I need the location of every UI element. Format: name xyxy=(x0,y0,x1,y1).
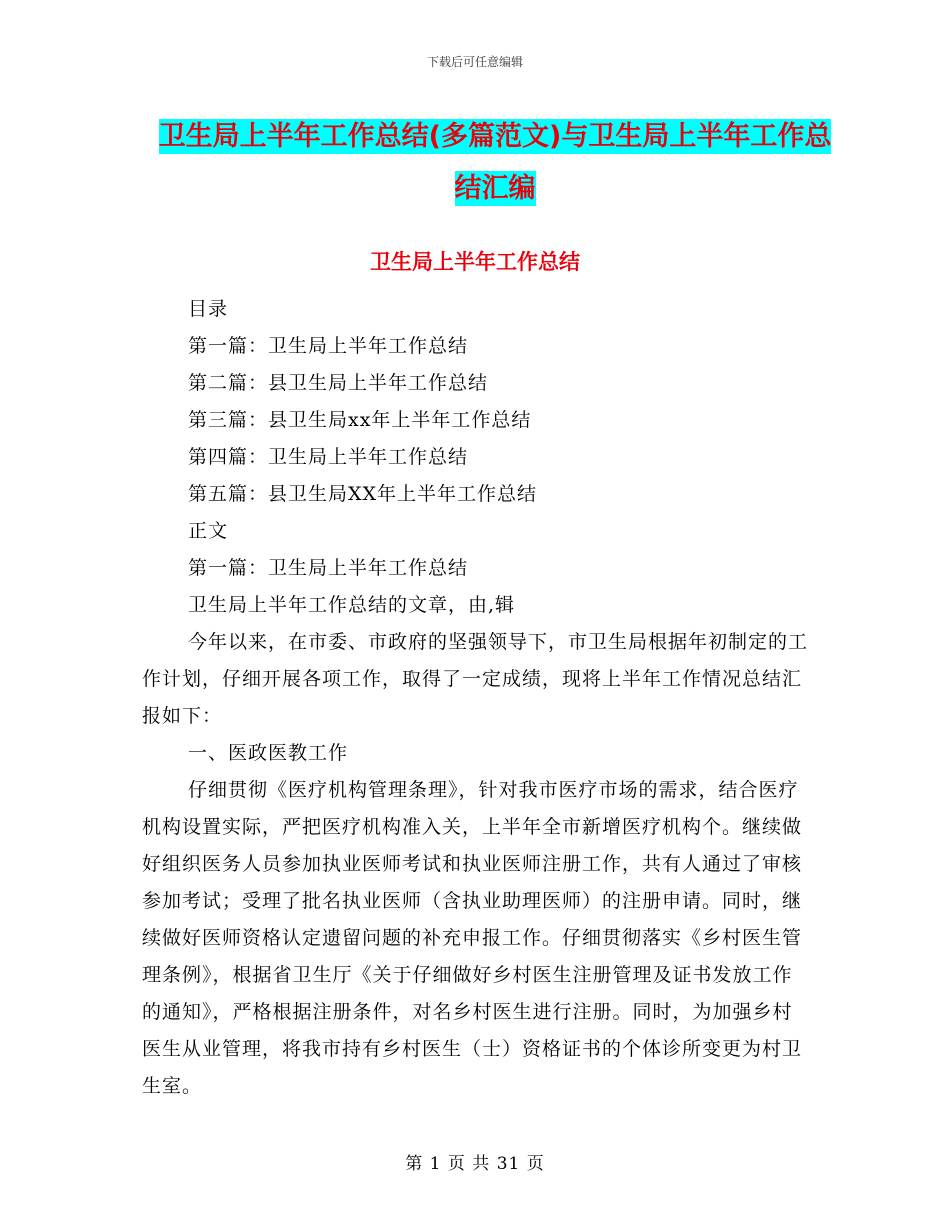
toc-item: 第三篇：县卫生局xx年上半年工作总结 xyxy=(188,409,532,431)
intro-line: 卫生局上半年工作总结的文章，由,辑 xyxy=(188,594,516,616)
document-main-title xyxy=(150,111,840,215)
document-body xyxy=(142,291,808,1105)
toc-item: 第一篇：卫生局上半年工作总结 xyxy=(188,335,469,357)
body-paragraph: 仔细贯彻《医疗机构管理条理》，针对我市医疗市场的需求，结合医疗机构设置实际，严把医疗机构准入关，上半年全市新增医疗机构个。继续做好组织医务人员参加执业医师考试和执业医师注册工作，共有人通过了审核参加考试；受理了批名执业医师（含执业助理医师）的注册申请。同时，继续做好医师资格认定遗留问题的补充申报工作。仔细贯彻落实《乡村医生管理条例》，根据省卫生厅《关于仔细做好乡村医生注册管理及证书发放工作的通知》，严格根据注册条件，对名乡村医生进行注册。同时，为加强乡村医生从业管理，将我市持有乡村医生（士）资格证书的个体诊所变更为村卫生室。 xyxy=(142,779,803,1097)
body-heading: 正文 xyxy=(188,520,229,542)
toc-heading: 目录 xyxy=(188,298,229,320)
toc-item: 第五篇：县卫生局XX年上半年工作总结 xyxy=(188,483,538,505)
page-number: 第 1 页 共 31 页 xyxy=(405,1154,545,1174)
section-heading: 一、医政医教工作 xyxy=(188,742,349,764)
body-paragraph: 今年以来，在市委、市政府的坚强领导下，市卫生局根据年初制定的工作计划，仔细开展各项工作，取得了一定成绩，现将上半年工作情况总结汇报如下： xyxy=(142,631,809,727)
chapter-title: 第一篇：卫生局上半年工作总结 xyxy=(188,557,469,579)
toc-item: 第四篇：卫生局上半年工作总结 xyxy=(188,446,469,468)
toc-item: 第二篇：县卫生局上半年工作总结 xyxy=(188,372,489,394)
document-sub-title: 卫生局上半年工作总结 xyxy=(370,250,580,274)
page-header-note: 下载后可任意编辑 xyxy=(426,55,523,69)
main-title-text: 卫生局上半年工作总结(多篇范文)与卫生局上半年工作总结汇编 xyxy=(158,121,832,204)
